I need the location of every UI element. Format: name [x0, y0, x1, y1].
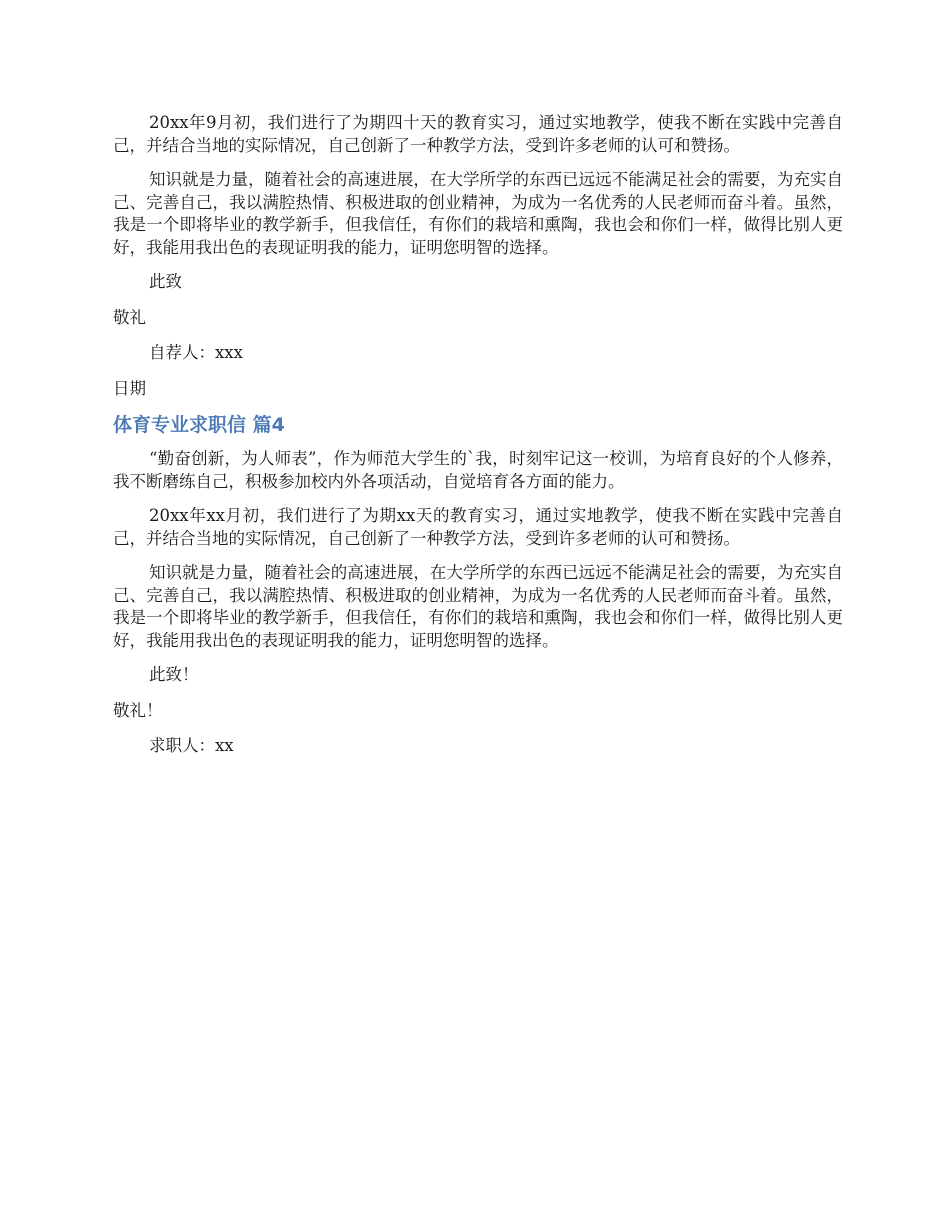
- salute-text: 敬礼！: [113, 700, 163, 720]
- section-heading: 体育专业求职信 篇4: [113, 414, 285, 436]
- paragraph-knowledge: 知识就是力量，随着社会的高速进展，在大学所学的东西已远远不能满足社会的需要，为充实自己、完善自己，我以满腔热情、积极进取的创业精神，为成为一名优秀的人民老师而奋斗着。虽然，我是一个即将毕业的教学新手，但我信任，有你们的栽培和熏陶，我也会和你们一样，做得比别人更好，我能用我出色的表现证明我的能力，证明您明智的选择。: [113, 170, 843, 257]
- paragraph-knowledge: 知识就是力量，随着社会的高速进展，在大学所学的东西已远远不能满足社会的需要，为充实自己、完善自己，我以满腔热情、积极进取的创业精神，为成为一名优秀的人民老师而奋斗着。虽然，我是一个即将毕业的教学新手，但我信任，有你们的栽培和熏陶，我也会和你们一样，做得比别人更好，我能用我出色的表现证明我的能力，证明您明智的选择。: [113, 563, 843, 650]
- paragraph-internship: 20xx年xx月初，我们进行了为期xx天的教育实习，通过实地教学，使我不断在实践中完善自己，并结合当地的实际情况，自己创新了一种教学方法，受到许多老师的认可和赞扬。: [113, 506, 843, 548]
- closing-text: 此致: [149, 272, 182, 291]
- paragraph-internship: 20xx年9月初，我们进行了为期四十天的教育实习，通过实地教学，使我不断在实践中完善自己，并结合当地的实际情况，自己创新了一种教学方法，受到许多老师的认可和赞扬。: [113, 113, 843, 155]
- salute-text: 敬礼: [113, 307, 146, 327]
- paragraph-motto: “勤奋创新，为人师表”，作为师范大学生的`我，时刻牢记这一校训，为培育良好的个人修养，我不断磨练自己，积极参加校内外各项活动，自觉培育各方面的能力。: [113, 449, 843, 491]
- document-body: [113, 112, 843, 771]
- date-text: 日期: [113, 378, 146, 398]
- signature-text: 自荐人：xxx: [149, 343, 243, 362]
- signature-text: 求职人：xx: [149, 736, 234, 755]
- closing-text: 此致！: [149, 665, 199, 684]
